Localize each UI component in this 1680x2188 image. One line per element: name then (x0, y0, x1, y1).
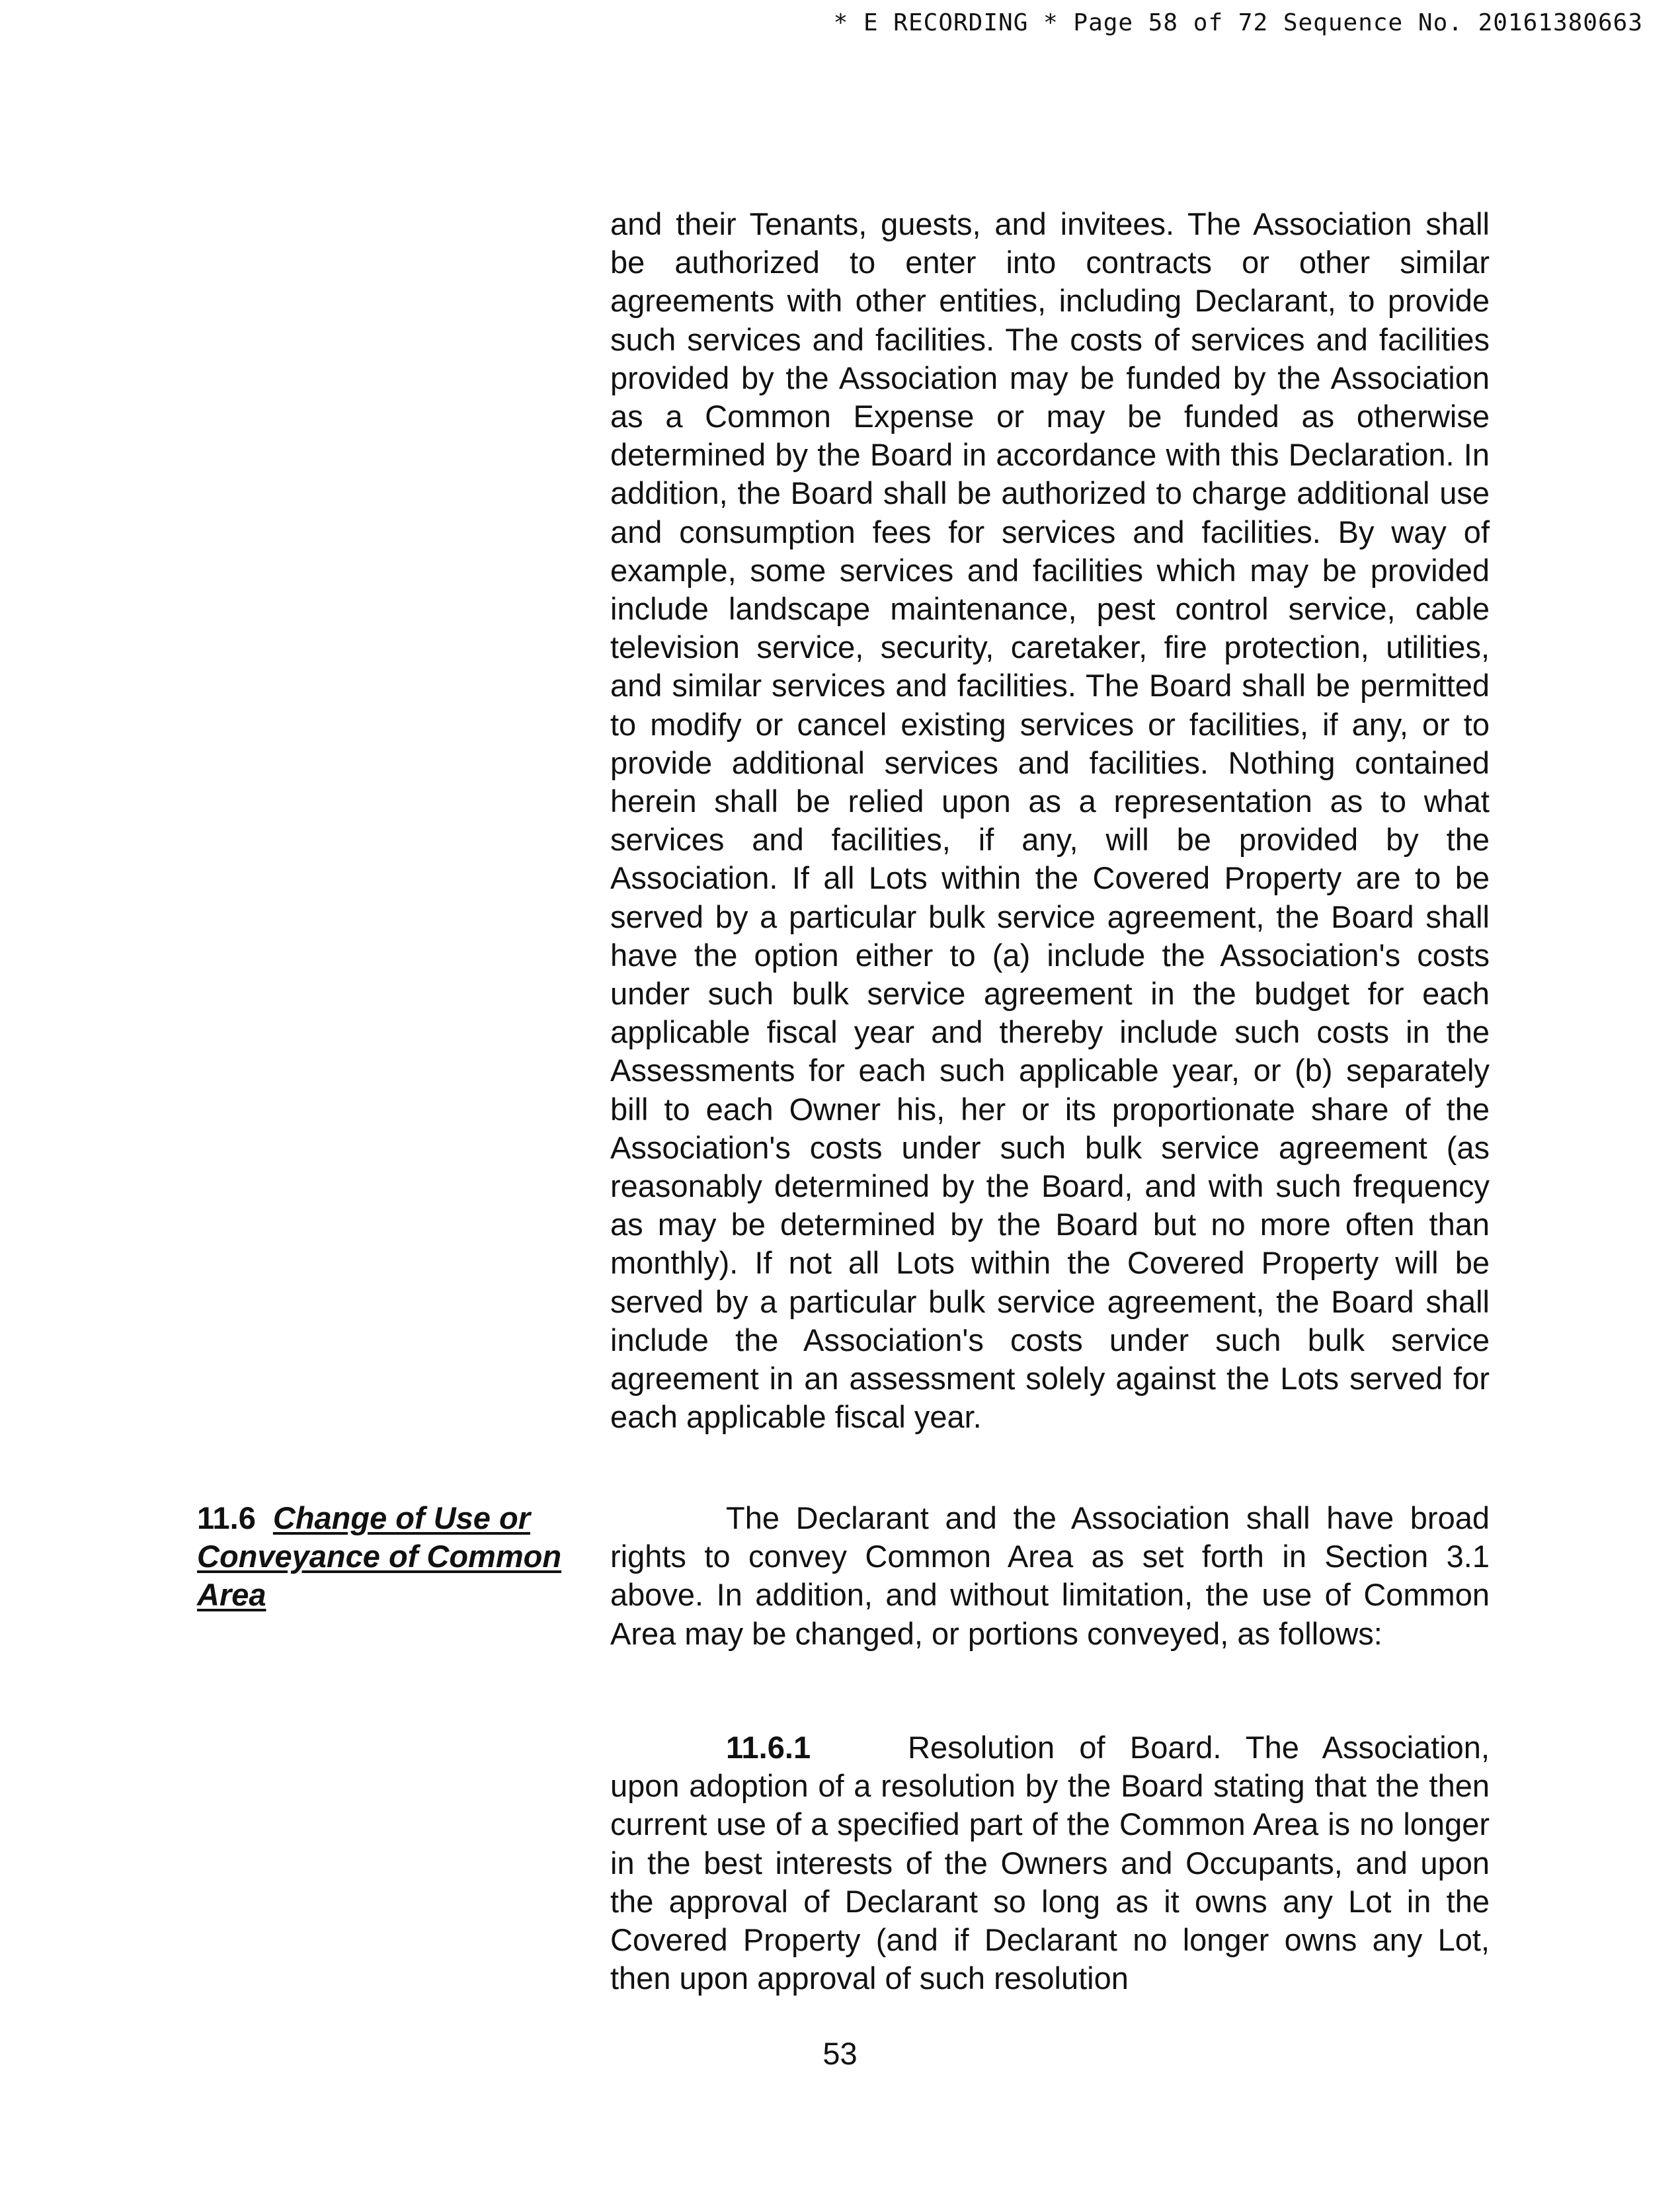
subsection-body: Resolution of Board. The Association, upon adoption of a resolution by the Board stating that the then current use of a specified part of the Common Area is no longer in the best interests of the Owners and Occupants, and upon the approval of Declarant so long as it owns any Lot in the Covered Property (and if Declarant no longer owns any Lot, then upon approval of such resolution (610, 1730, 1490, 1996)
recording-header: * E RECORDING * Page 58 of 72 Sequence No. 20161380663 (833, 9, 1643, 36)
section-11-6-heading (197, 1499, 594, 1615)
subsection-number: 11.6.1 (726, 1730, 811, 1765)
section-number: 11.6 (197, 1500, 256, 1535)
subsection-11-6-1 (610, 1728, 1490, 1998)
continuation-paragraph: and their Tenants, guests, and invitees. The Association shall be authorized to enter into contracts or other similar agreements with other entities, including Declarant, to provide such services and facilities. The costs of services and facilities provided by the Association may be funded by the Association as a Common Expense or may be funded as otherwise determined by the Board in accordance with this Declaration. In addition, the Board shall be authorized to charge additional use and consumption fees for services and facilities. By way of example, some services and facilities which may be provided include landscape maintenance, pest control service, cable television service, security, caretaker, fire protection, utilities, and similar services and facilities. The Board shall be permitted to modify or cancel existing services or facilities, if any, or to provide additional services and facilities. Nothing contained herein shall be relied upon as a representation as to what services and facilities, if any, will be provided by the Association. If all Lots within the Covered Property are to be served by a particular bulk service agreement, the Board shall have the option either to (a) include the Association's costs under such bulk service agreement in the budget for each applicable fiscal year and thereby include such costs in the Assessments for each such applicable year, or (b) separately bill to each Owner his, her or its proportionate share of the Association's costs under such bulk service agreement (as reasonably determined by the Board, and with such frequency as may be determined by the Board but no more often than monthly). If not all Lots within the Covered Property will be served by a particular bulk service agreement, the Board shall include the Association's costs under such bulk service agreement in an assessment solely against the Lots served for each applicable fiscal year. (610, 206, 1490, 1435)
page-number: 53 (822, 2036, 858, 2071)
section-title: Change of Use or Conveyance of Common Area (197, 1500, 562, 1613)
section-11-6-body: The Declarant and the Association shall have broad rights to convey Common Area as set forth in Section 3.1 above. In addition, and without limitation, the use of Common Area may be changed, or portions conveyed, as follows: (610, 1500, 1490, 1651)
